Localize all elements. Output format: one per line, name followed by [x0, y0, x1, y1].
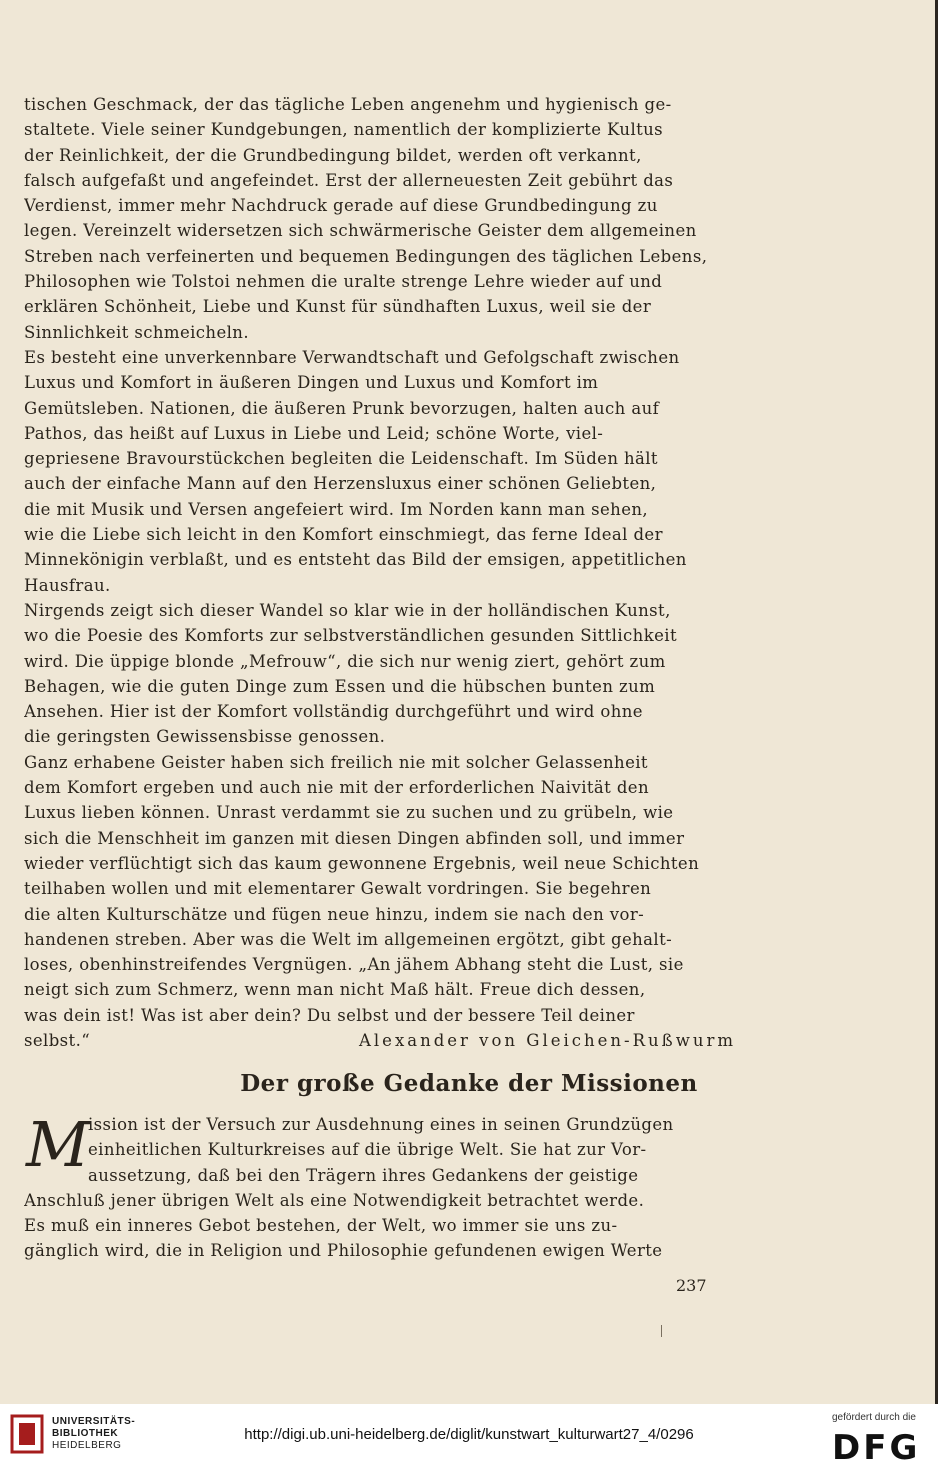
viewer-footer — [0, 1404, 938, 1474]
text-line: die alten Kulturschätze und fügen neue hinzu, indem sie nach den vor- — [24, 904, 645, 924]
source-url-link[interactable]: http://digi.ub.uni-heidelberg.de/diglit/kunstwart_kulturwart27_4/0296 — [244, 1426, 694, 1443]
closing-fragment: selbst.“ — [24, 1030, 91, 1050]
text-line: wie die Liebe sich leicht in den Komfort einschmiegt, das ferne Ideal der — [24, 525, 663, 545]
dfg-logo: DFG — [832, 1428, 921, 1468]
scan-mark — [661, 1325, 662, 1337]
text-line: Behagen, wie die guten Dinge zum Essen und die hübschen bunten zum — [24, 676, 656, 696]
drop-cap: M — [26, 1108, 90, 1181]
text-line: tischen Geschmack, der das tägliche Leben angenehm und hygienisch ge- — [24, 95, 672, 114]
text-line: Gemütsleben. Nationen, die äußeren Prunk bevorzugen, halten auch auf — [24, 398, 660, 418]
text-line: neigt sich zum Schmerz, wenn man nicht Maß hält. Freue dich dessen, — [24, 980, 646, 1000]
text-line: Es muß ein inneres Gebot bestehen, der Welt, wo immer sie uns zu- — [24, 1216, 618, 1236]
text-line: erklären Schönheit, Liebe und Kunst für sündhaften Luxus, weil sie der — [24, 297, 652, 317]
text-line: wieder verflüchtigt sich das kaum gewonnene Ergebnis, weil neue Schichten — [24, 853, 700, 873]
text-line: teilhaben wollen und mit elementarer Gewalt vordringen. Sie begehren — [24, 879, 652, 899]
text-line: Luxus lieben können. Unrast verdammt sie zu suchen und zu grübeln, wie — [24, 803, 674, 823]
text-line: Minnekönigin verblaßt, und es entsteht das Bild der emsigen, appetitlichen — [24, 550, 687, 570]
text-line: gänglich wird, die in Religion und Philosophie gefundenen ewigen Werte — [24, 1241, 663, 1261]
text-line: Ganz erhabene Geister haben sich freilich nie mit solcher Gelassenheit — [24, 752, 648, 772]
text-line: Streben nach verfeinerten und bequemen Bedingungen des täglichen Lebens, — [24, 246, 708, 266]
funded-by-label: gefördert durch die — [832, 1412, 916, 1423]
text-line: Sinnlichkeit schmeicheln. — [24, 322, 249, 342]
text-line: ission ist der Versuch zur Ausdehnung eines in seinen Grundzügen — [88, 1115, 674, 1134]
text-line: gepriesene Bravourstückchen begleiten die Leidenschaft. Im Süden hält — [24, 449, 658, 469]
text-line: der Reinlichkeit, der die Grundbedingung bildet, werden oft verkannt, — [24, 145, 642, 165]
text-line: sich die Menschheit im ganzen mit diesen Dingen abfinden soll, und immer — [24, 828, 685, 848]
library-name: UNIVERSITÄTS- BIBLIOTHEK HEIDELBERG — [52, 1416, 136, 1451]
author-signature: Alexander von Gleichen-Rußwurm — [358, 1030, 736, 1050]
text-line: wird. Die üppige blonde „Mefrouw“, die sich nur wenig ziert, gehört zum — [24, 651, 666, 671]
page-number: 237 — [676, 1276, 707, 1295]
text-line: handenen streben. Aber was die Welt im allgemeinen ergötzt, gibt gehalt- — [24, 929, 673, 949]
text-line: die geringsten Gewissensbisse genossen. — [24, 727, 386, 747]
text-line: loses, obenhinstreifendes Vergnügen. „An jähem Abhang steht die Lust, sie — [24, 955, 684, 975]
mission-section — [24, 1108, 736, 1264]
text-line: legen. Vereinzelt widersetzen sich schwärmerische Geister dem allgemeinen — [24, 221, 697, 241]
text-line: auch der einfache Mann auf den Herzensluxus einer schönen Geliebten, — [24, 474, 657, 494]
text-line: Nirgends zeigt sich dieser Wandel so klar wie in der holländischen Kunst, — [24, 600, 671, 620]
text-line: falsch aufgefaßt und angefeindet. Erst der allerneuesten Zeit gebührt das — [24, 170, 674, 190]
text-line: die mit Musik und Versen angefeiert wird. Im Norden kann man sehen, — [24, 499, 649, 519]
text-line: Verdienst, immer mehr Nachdruck gerade auf diese Grundbedingung zu — [24, 196, 658, 216]
section-heading: Der große Gedanke der Missionen — [240, 1070, 698, 1097]
signature-line — [24, 1028, 736, 1053]
text-line: Philosophen wie Tolstoi nehmen die uralte strenge Lehre wieder auf und — [24, 272, 663, 292]
text-line: staltete. Viele seiner Kundgebungen, namentlich der komplizierte Kultus — [24, 120, 664, 140]
text-line: Ansehen. Hier ist der Komfort vollständig durchgeführt und wird ohne — [24, 702, 643, 722]
text-line: Luxus und Komfort in äußeren Dingen und Luxus und Komfort im — [24, 373, 599, 393]
text-line: wo die Poesie des Komforts zur selbstverständlichen gesunden Sittlichkeit — [24, 626, 677, 646]
text-line: was dein ist! Was ist aber dein? Du selbst und der bessere Teil deiner — [24, 1005, 635, 1025]
text-line: einheitlichen Kulturkreises auf die übrige Welt. Sie hat zur Vor- — [88, 1140, 647, 1160]
article-body — [24, 92, 736, 1053]
text-line: aussetzung, daß bei den Trägern ihres Gedankens der geistige — [88, 1165, 639, 1185]
text-line: Anschluß jener übrigen Welt als eine Notwendigkeit betrachtet werde. — [24, 1190, 645, 1210]
text-line: Pathos, das heißt auf Luxus in Liebe und Leid; schöne Worte, viel- — [24, 423, 604, 443]
text-line: Es besteht eine unverkennbare Verwandtschaft und Gefolgschaft zwischen — [24, 347, 680, 367]
text-line: dem Komfort ergeben und auch nie mit der erforderlichen Naivität den — [24, 778, 649, 798]
text-line: Hausfrau. — [24, 575, 111, 595]
